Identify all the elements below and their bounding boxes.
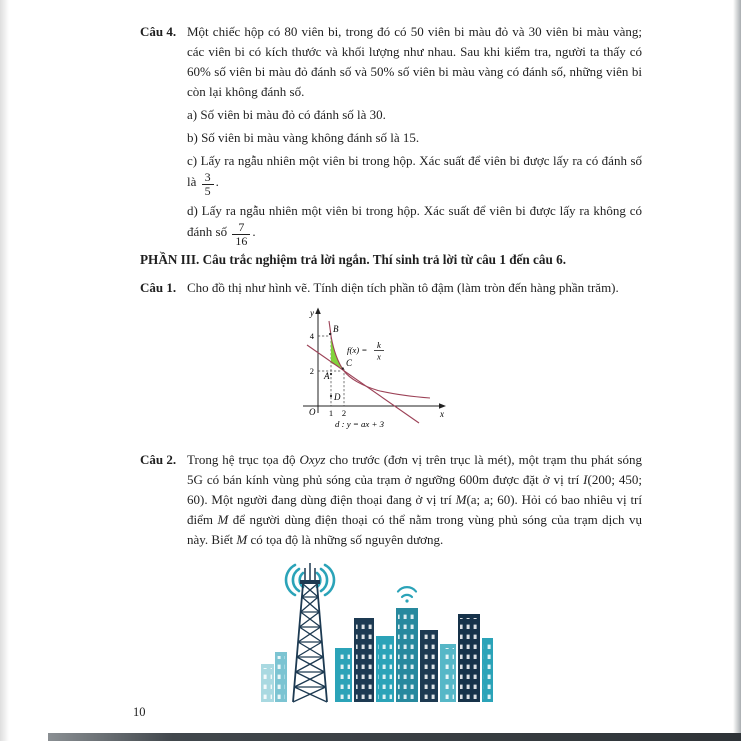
point-B-label: B <box>333 324 339 334</box>
question-1-content <box>187 278 642 298</box>
text-segment: Trong hệ trục tọa độ <box>187 452 300 467</box>
question-2-label: Câu 2. <box>140 452 177 467</box>
question-2-content <box>187 450 642 550</box>
line-d <box>307 345 419 423</box>
question-4-body: Một chiếc hộp có 80 viên bi, trong đó có 50 viên bi màu đỏ và 30 viên bi màu vàng; các viên bi có kích thước và khối lượng như nhau. Sau khi kiểm tra, người ta thấy có 60% số viên bi màu đỏ đánh số và 50% số viên bi màu vàng có đánh số, những viên bi còn lại không đánh số. <box>187 24 642 99</box>
fraction <box>202 171 214 198</box>
point-D-label: D <box>334 392 341 402</box>
math-segment: I <box>583 472 588 487</box>
question-1-body: Cho đồ thị như hình vẽ. Tính diện tích phần tô đậm (làm tròn đến hàng phần trăm). <box>187 280 619 295</box>
math-segment: M <box>455 492 467 507</box>
question-4-content <box>187 22 642 248</box>
question-4-item-d <box>187 201 642 248</box>
point-A-label: A <box>324 371 330 381</box>
y-tick-2: 2 <box>309 366 314 376</box>
function-numerator: k <box>377 340 381 350</box>
page-edge-right <box>733 0 741 741</box>
question-2 <box>140 450 642 550</box>
text-segment: để người dùng điện thoại có thể nằm trong vùng phủ sóng của trạm dịch vụ này. Biết <box>187 512 642 547</box>
function-label: f(x) = <box>347 345 368 355</box>
page-number: 10 <box>133 705 146 719</box>
section-3-heading: PHẦN III. Câu trắc nghiệm trả lời ngắn. Thí sinh trả lời từ câu 1 đến câu 6. <box>140 252 566 267</box>
fraction-numerator: 7 <box>238 219 245 234</box>
question-2-body <box>187 450 642 550</box>
line-d-label: d : y = ax + 3 <box>335 419 385 429</box>
y-tick-4: 4 <box>309 331 314 341</box>
math-segment: M <box>236 532 248 547</box>
text-segment: có tọa độ là những số nguyên dương. <box>247 532 444 547</box>
question-1 <box>140 278 642 298</box>
origin-label: O <box>309 407 316 417</box>
signal-dot <box>405 599 408 602</box>
page-edge-bottom <box>48 733 741 741</box>
tower-platform <box>300 580 320 584</box>
fraction-numerator: 3 <box>204 170 211 184</box>
function-denominator: x <box>377 351 381 362</box>
5g-tower-illustration <box>255 552 495 704</box>
text-segment: cho trước (đơn vị trên trục là mét), một trạm thu phát sóng 5G có bán kính vùng phủ sóng của trạm ở ngưỡng 600m được đặt ở vị trí <box>187 452 642 487</box>
y-axis-label: y <box>310 308 314 318</box>
fraction <box>232 221 250 248</box>
question-4-item-b: b) Số viên bi màu vàng không đánh số là 15. <box>187 130 420 145</box>
question-4-item-a: a) Số viên bi màu đỏ có đánh số là 30. <box>187 107 386 122</box>
text-segment: (a; a; 60). Hỏi có bao nhiêu vị trí điểm <box>187 492 642 527</box>
page-edge-left <box>0 0 9 741</box>
x-axis-arrow <box>439 403 446 409</box>
text-segment: . <box>252 223 256 239</box>
x-tick-1: 1 <box>328 408 334 418</box>
y-axis-arrow <box>315 308 321 315</box>
axes <box>303 313 442 413</box>
math-segment: Oxyz <box>299 452 326 467</box>
question-4-label: Câu 4. <box>140 24 177 39</box>
text-segment: (200; 450; 60). Một người đang dùng điện thoại đang ở vị trí <box>187 472 642 507</box>
x-axis-label: x <box>440 409 444 419</box>
point-C-label: C <box>346 358 353 368</box>
x-tick-2: 2 <box>341 408 347 418</box>
question-4-item-c <box>187 151 642 198</box>
area-graph-figure <box>293 303 453 451</box>
fraction-denominator: 5 <box>202 184 214 198</box>
signal-waves-building <box>398 587 416 597</box>
math-segment: M <box>217 512 229 527</box>
text-segment: d) Lấy ra ngẫu nhiên một viên bi trong hộp. Xác suất để viên bi được lấy ra không có đánh số <box>187 202 642 239</box>
text-segment: . <box>215 173 219 189</box>
question-4 <box>140 22 642 248</box>
fraction-denominator: 16 <box>232 234 250 248</box>
question-1-label: Câu 1. <box>140 280 177 295</box>
text-segment: c) Lấy ra ngẫu nhiên một viên bi trong hộp. Xác suất để viên bi được lấy ra có đánh số là <box>187 153 642 189</box>
